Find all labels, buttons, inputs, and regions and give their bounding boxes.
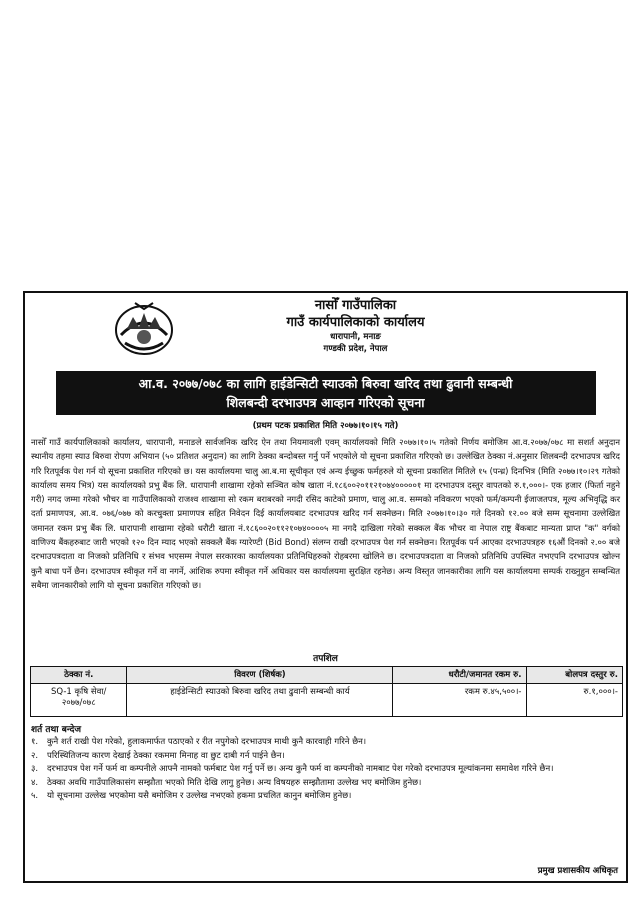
col-header-deposit: धरौटी/जमानत रकम रु. bbox=[393, 667, 526, 684]
list-item bbox=[31, 790, 620, 804]
details-title: तपशिल bbox=[313, 654, 338, 664]
publication-date: (प्रथम पटक प्रकाशित मिति २०७७।१०।१५ गते) bbox=[252, 421, 399, 431]
terms-title: शर्त तथा बन्देज bbox=[31, 725, 82, 735]
table-row bbox=[31, 684, 623, 717]
cell-fee: रु.१,०००।- bbox=[526, 684, 623, 717]
title-line-2: शिलबन्दी दरभाउपत्र आव्हान गरिएको सूचना bbox=[226, 395, 425, 410]
notice-title-banner bbox=[56, 371, 596, 415]
cell-contract-no: SQ-1 कृषि सेवा/ २०७७/०७८ bbox=[31, 684, 127, 717]
term-text: दरभाउपत्र पेश गर्ने फर्म वा कम्पनीले आफ्नै नामको फर्मबाट पेश गर्नु पर्ने छ। अन्य कुनै फर्म वा कम्पनीको नामबाट पेश गरेको दरभाउपत्र मूल्यांकनमा समावेश गरिने छैन। bbox=[47, 764, 554, 774]
term-text: कुनै शर्त राखी पेश गरेको, हुलाकमार्फत पठाएको र रीत नपुगेको दरभाउपत्र माथी कुनै कारवाही गरिने छैन। bbox=[47, 737, 367, 747]
signature-title: प्रमुख प्रशासकीय अधिकृत bbox=[537, 866, 618, 876]
org-name: नासोँ गाउँपालिका bbox=[314, 298, 397, 313]
col-header-fee: बोलपत्र दस्तुर रु. bbox=[526, 667, 623, 684]
col-header-contract-no: ठेक्का नं. bbox=[31, 667, 127, 684]
terms-list bbox=[25, 736, 626, 804]
term-number: ३. bbox=[31, 764, 39, 774]
address-line-2: गण्डकी प्रदेश, नेपाल bbox=[323, 344, 388, 354]
term-number: ४. bbox=[31, 777, 39, 788]
address-line-1: धारापानी, मनाङ bbox=[330, 332, 381, 342]
list-item bbox=[31, 763, 620, 777]
col-header-description: विवरण (शिर्षक) bbox=[127, 667, 393, 684]
term-text: यो सूचनामा उल्लेख भएकोमा यसै बमोजिम र उल्लेख नभएको हकमा प्रचलित कानुन बमोजिम हुनेछ। bbox=[47, 791, 352, 801]
title-line-1: आ.व. २०७७/०७८ का लागि हाईडेन्सिटी स्याउको बिरुवा खरिद तथा ढुवानी सम्बन्धी bbox=[138, 376, 513, 391]
cell-deposit: रकम रु.४५,५००।- bbox=[393, 684, 526, 717]
list-item bbox=[31, 750, 620, 764]
office-name: गाउँ कार्यपालिकाको कार्यालय bbox=[286, 315, 425, 330]
details-table bbox=[30, 666, 623, 717]
table-header-row bbox=[31, 667, 623, 684]
list-item bbox=[31, 736, 620, 750]
term-number: १. bbox=[31, 737, 39, 747]
term-number: ५. bbox=[31, 791, 39, 801]
public-notice bbox=[23, 291, 628, 883]
term-text: परिस्थितिजन्य कारण देखाई ठेक्का रकममा मिनाह वा छुट दाबी गर्न पाईने छैन। bbox=[47, 750, 285, 761]
notice-header bbox=[25, 293, 626, 371]
list-item bbox=[31, 777, 620, 791]
term-number: २. bbox=[31, 750, 39, 761]
cell-description: हाईडेन्सिटी स्याउको बिरुवा खरिद तथा ढुवानी सम्बन्धी कार्य bbox=[127, 684, 393, 717]
org-block bbox=[25, 297, 626, 355]
notice-body: नासोँ गाउँ कार्यपालिकाको कार्यालय, धारापानी, मनाङले सार्वजनिक खरिद ऐन तथा नियमावली एवम् कार्यालयको मिति २०७७।१०।५ गतेको निर्णय बमोजिम आ.व.२०७७/०७८ मा सशर्त अनुदान स्थानीय तहमा स्याउ बिरुवा रोपण अभियान (५० प्रतिशत अनुदान) का लागि ठेक्का बन्दोबस्त गर्नु पर्ने भएकोले यो सूचना प्रकाशित गरिएको छ। उल्लेखित ठेक्का नं.अनुसार शिलबन्दी दरभाउपत्र खरिद गरि रितपूर्वक पेश गर्न यो सूचना प्रकाशित गरिएको छ। यस कार्यालयमा चालु आ.ब.मा सूचीकृत एवं अन्य ईच्छुक फर्महरुले यो सूचना प्रकाशित मितिले १५ (पन्ध्र) दिनभित्र (मिति २०७७।१०।२९ गतेको कार्यालय समय भित्र) यस कार्यालयको प्रभु बैंक लि. धारापानी शाखामा रहेको सञ्चित कोष खाता नं.१८६००२०११२१०७४०००००१ मा दरभाउपत्र दस्तुर वापतको रु.१,०००।- एक हजार (फिर्ता नहुने गरी) नगद जम्मा गरेको भौचर वा गाउँपालिकाको राजश्व शाखामा सो रकम बराबरको नगदी रसिद काटेको प्रमाण, चालु आ.व. सम्मको नविकरण भएको फर्म/कम्पनी ईजाजतपत्र, मूल्य अभिवृद्धि कर दर्ता प्रमाणपत्र, आ.व. ०७६/०७७ को करचुक्ता प्रमाणपत्र सहित निवेदन दिई कार्यालयबाट दरभाउपत्र खरिद गर्न सक्नेछन। मिति २०७७।१०।३० गते दिनको १२.०० बजे सम्म सूचनामा उल्लेखित जमानत रकम प्रभु बैंक लि. धारापानी शाखामा रहेको धरौटी खाता नं.१८६००२०११२१०७४००००५ मा नगदै दाखिला गरेको सक्कल बैंक भौचर वा नेपाल राष्ट्र बैंकबाट मान्यता प्राप्त "क" वर्गको वाणिज्य बैंकहरुबाट जारी भएको १२० दिन म्याद भएको सक्कलै बैंक ग्यारेण्टी (Bid Bond) संलग्न राखी दरभाउपत्र पेश गर्न सक्नेछन। रितपूर्वक पर्न आएका दरभाउपत्रहरु १६औं दिनको २.०० बजे दरभाउपत्रदाता वा निजको प्रतिनिधि र संभव भएसम्म नेपाल सरकारका कार्यालयका प्रतिनिधिहरुको रोहबरमा खोलिने छ। दरभाउपत्रदाता वा निजको प्रतिनिधि उपस्थित नभएपनि दरभाउपत्र खोल्न कुनै बाधा पर्ने छैन। दरभाउपत्र स्वीकृत गर्ने वा नगर्ने, आंशिक रुपमा स्वीकृत गर्ने अधिकार यस कार्यालयमा सुरक्षित रहनेछ। अन्य विस्तृत जानकारीका लागि यस कार्यालयमा सम्पर्क राख्नुहुन सम्बन्धित सबैमा जानकारीको लागि यो सूचना प्रकाशित गरिएको छ। bbox=[31, 437, 620, 590]
term-text: ठेक्का अवधि गाउँपालिकासंग सम्झौता भएको मिति देखि लागु हुनेछ। अन्य विषयहरु सम्झौतामा उल्लेख भए बमोजिम हुनेछ। bbox=[47, 777, 422, 788]
